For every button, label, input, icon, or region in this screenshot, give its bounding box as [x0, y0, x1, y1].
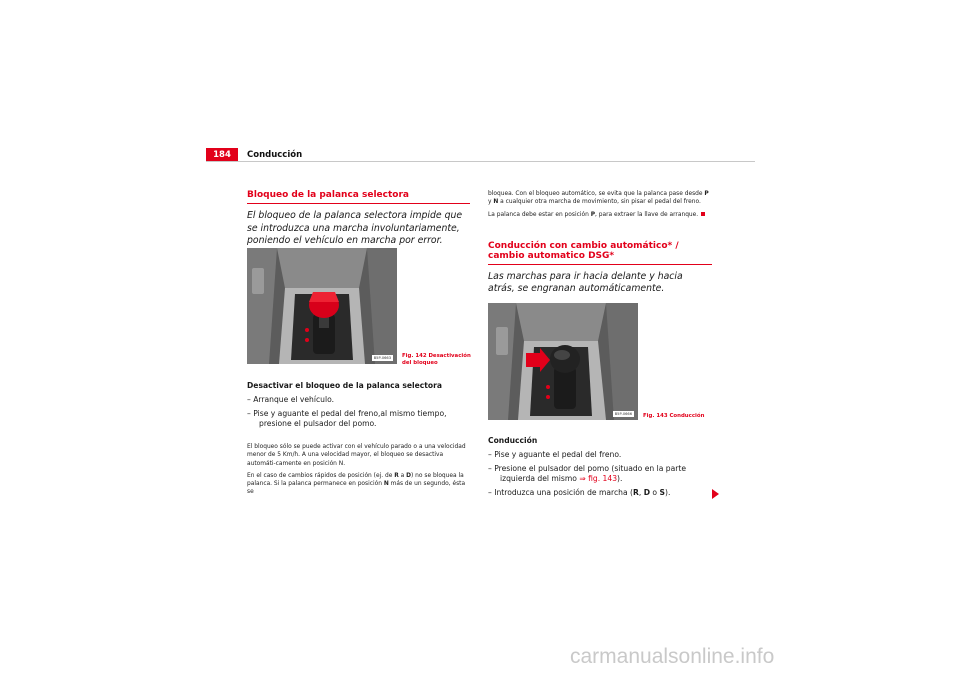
- section-heading-automatic: Conducción con cambio automático* / cambio automatico DSG*: [488, 241, 712, 265]
- watermark: carmanualsonline.info: [570, 645, 775, 668]
- section-heading-selector-lock: Bloqueo de la palanca selectora: [247, 190, 470, 204]
- section-end-icon: [701, 212, 705, 216]
- figure-reference-link[interactable]: ⇒ fig. 143: [579, 474, 618, 483]
- step-start-vehicle: – Arranque el vehículo.: [247, 395, 335, 404]
- figure-code: B5P-0666: [614, 412, 632, 416]
- header-divider: [206, 161, 755, 162]
- note-continuation: bloquea. Con el bloqueo automático, se evita que la palanca pase desde P y N a cualquier otra marcha de movimiento, sin pisar el pedal del freno.: [488, 191, 709, 206]
- page-number: 184: [206, 148, 238, 162]
- header-title: Conducción: [247, 150, 303, 160]
- subheading-driving: Conducción: [488, 436, 538, 445]
- step-press-knob-button: – Presione el pulsador del pomo (situado en la parte izquierda del mismo ⇒ fig. 143).: [488, 464, 687, 483]
- step-press-brake: – Pise y aguante el pedal del freno.: [488, 450, 622, 459]
- figure-143-caption: Fig. 143 Conducción: [643, 413, 705, 419]
- note-key-removal: La palanca debe estar en posición P, para extraer la llave de arranque.: [488, 211, 712, 219]
- figure-142-image: [247, 248, 397, 364]
- note-lock-activation: El bloqueo sólo se puede activar con el vehículo parado o a una velocidad menor de 5 Km/h. A una velocidad mayor, el bloqueo se desactiva automáti-camente en posición N.: [247, 444, 466, 467]
- subheading-deactivate-lock: Desactivar el bloqueo de la palanca selectora: [247, 381, 443, 390]
- step-select-gear: – Introduzca una posición de marcha (R, D o S).: [488, 488, 671, 497]
- right-column-body: [488, 436, 712, 498]
- step-press-brake: – Pise y aguante el pedal del freno,al mismo tiempo, presione el pulsador del pomo.: [247, 409, 447, 428]
- section-intro: El bloqueo de la palanca selectora impide que se introduzca una marcha involuntariamente, poniendo el vehículo en marcha por error.: [247, 210, 463, 246]
- continue-arrow-icon: [712, 489, 719, 499]
- section-intro-automatic: Las marchas para ir hacia delante y hacia atrás, se engranan automáticamente.: [488, 270, 683, 295]
- figure-143-image: [488, 303, 638, 420]
- figure-142-caption: Fig. 142 Desactivación del bloqueo: [402, 353, 471, 366]
- figure-code: B5P-0663: [373, 356, 391, 360]
- right-column: [488, 190, 712, 296]
- note-quick-shift: En el caso de cambios rápidos de posición (ej. de R a D) no se bloquea la palanca. Si la palanca permanece en posición N más de un segundo, ésta se: [247, 472, 466, 496]
- left-column-body: [247, 381, 470, 497]
- left-column: [247, 190, 470, 248]
